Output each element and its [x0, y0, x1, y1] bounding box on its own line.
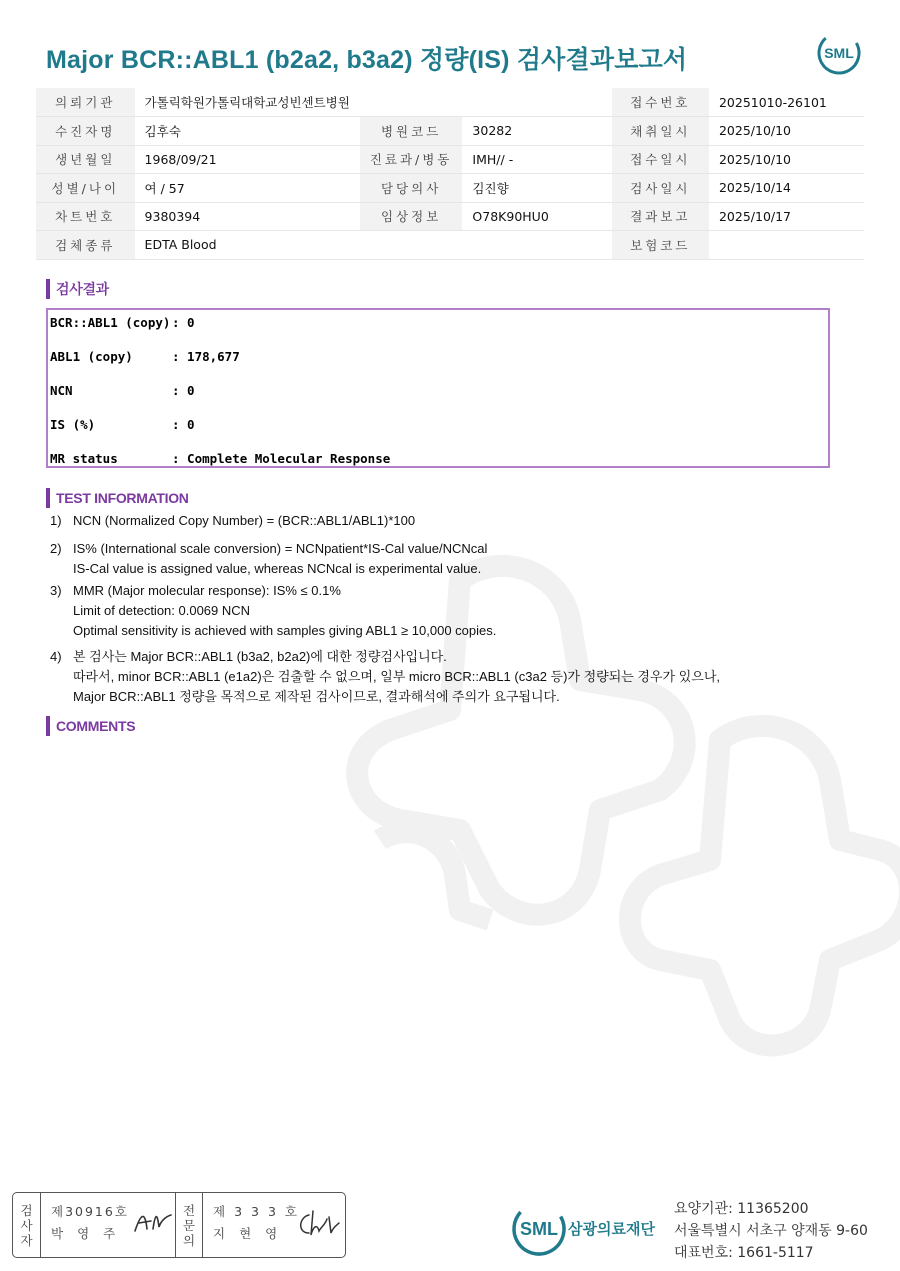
- test-info-line: Optimal sensitivity is achieved with samples giving ABL1 ≥ 10,000 copies.: [73, 623, 497, 638]
- footer-org-name: 삼광의료재단: [568, 1221, 655, 1238]
- info-label: 수진자명: [36, 117, 135, 146]
- info-label: 검체종류: [36, 231, 135, 260]
- results-heading: 검사결과: [46, 279, 109, 299]
- test-info-line: Major BCR::ABL1 정량을 목적으로 제작된 검사이므로, 결과해석에 주의가 요구됩니다.: [73, 689, 560, 704]
- test-info-line: MMR (Major molecular response): IS% ≤ 0.1%: [73, 583, 341, 598]
- sml-logo: [816, 30, 862, 76]
- examiner-name: 박영주: [51, 1226, 130, 1241]
- results-box: [46, 308, 830, 468]
- result-key: BCR::ABL1 (copy): [50, 315, 171, 330]
- info-value: 여 / 57: [135, 174, 360, 203]
- info-value: 1968/09/21: [135, 145, 360, 174]
- result-key: NCN: [50, 383, 73, 398]
- info-value: 20251010-26101: [709, 88, 864, 117]
- examiner-label-char: 검: [20, 1202, 33, 1218]
- examiner-license: 제30916호: [51, 1204, 129, 1219]
- info-row: [36, 202, 864, 231]
- test-info-text: [73, 539, 487, 579]
- footer-address: 서울특별시 서초구 양재동 9-60: [674, 1223, 868, 1239]
- info-value: 30282: [462, 117, 611, 146]
- test-info-line: 본 검사는 Major BCR::ABL1 (b3a2, b2a2)에 대한 정량검사입니다.: [73, 649, 447, 664]
- test-information-heading: TEST INFORMATION: [46, 488, 189, 508]
- result-row: [50, 382, 195, 400]
- sml-footer-logo: [510, 1200, 568, 1258]
- info-value: [709, 231, 864, 260]
- specialist-label-char: 문: [182, 1217, 196, 1233]
- info-label: 채취일시: [612, 117, 709, 146]
- info-label: 접수일시: [612, 145, 709, 174]
- sml-logo-text: SML: [824, 45, 854, 61]
- info-value: 2025/10/17: [709, 202, 864, 231]
- result-key: IS (%): [50, 417, 96, 432]
- patient-info-table: [36, 88, 864, 260]
- info-value: 김진향: [462, 174, 611, 203]
- footer-institution-code: 요양기관: 11365200: [674, 1201, 809, 1217]
- info-label: 임상정보: [360, 202, 463, 231]
- signature-box: [12, 1192, 346, 1258]
- result-row: [50, 416, 195, 434]
- test-info-line: Limit of detection: 0.0069 NCN: [73, 603, 251, 618]
- examiner-block: [51, 1201, 129, 1245]
- info-value: 9380394: [135, 202, 360, 231]
- result-value: : 0: [172, 383, 195, 398]
- examiner-label-char: 사: [20, 1217, 33, 1233]
- test-info-line: IS% (International scale conversion) = NCNpatient*IS-Cal value/NCNcal: [73, 541, 488, 556]
- test-info-text: [73, 581, 496, 641]
- info-row: [36, 88, 864, 117]
- info-value: 2025/10/14: [709, 174, 864, 203]
- info-value: 2025/10/10: [709, 145, 864, 174]
- result-row: [50, 314, 195, 332]
- info-value: [462, 88, 611, 117]
- info-row: [36, 231, 864, 260]
- report-title: Major BCR::ABL1 (b2a2, b3a2) 정량(IS) 검사결과보고서: [46, 46, 688, 74]
- info-label: [360, 231, 463, 260]
- examiner-signature: [131, 1207, 175, 1237]
- info-row: [36, 117, 864, 146]
- test-info-line: NCN (Normalized Copy Number) = (BCR::ABL1/ABL1)*100: [73, 513, 416, 528]
- comments-heading: COMMENTS: [46, 716, 135, 736]
- specialist-license: 제333호: [213, 1204, 307, 1219]
- footer-logo-text: SML: [520, 1219, 558, 1239]
- result-key: ABL1 (copy): [50, 349, 133, 364]
- specialist-label-char: 전: [182, 1202, 196, 1218]
- info-label: 성별/나이: [36, 174, 135, 203]
- info-label: 접수번호: [612, 88, 709, 117]
- info-value: 가톨릭학원가톨릭대학교성빈센트병원: [135, 88, 360, 117]
- info-value: IMH// -: [462, 145, 611, 174]
- info-value: [462, 231, 611, 260]
- test-info-line: 따라서, minor BCR::ABL1 (e1a2)은 검출할 수 없으며, 일부 micro BCR::ABL1 (c3a2 등)가 정량되는 경우가 있으나,: [73, 669, 721, 684]
- result-value: : Complete Molecular Response: [172, 451, 391, 466]
- examiner-label: [13, 1193, 41, 1257]
- test-info-number: 4): [50, 649, 62, 664]
- info-label: 결과보고: [612, 202, 709, 231]
- test-info-text: [73, 511, 415, 531]
- result-value: : 0: [172, 315, 195, 330]
- result-row: [50, 348, 240, 366]
- test-info-number: 3): [50, 583, 62, 598]
- info-value: EDTA Blood: [135, 231, 360, 260]
- footer-contact-info: [674, 1198, 868, 1264]
- result-value: : 0: [172, 417, 195, 432]
- result-row: [50, 450, 390, 468]
- specialist-block: [213, 1201, 306, 1245]
- info-value: 2025/10/10: [709, 117, 864, 146]
- info-label: 의뢰기관: [36, 88, 135, 117]
- info-label: [360, 88, 463, 117]
- footer-phone: 대표번호: 1661-5117: [674, 1245, 814, 1261]
- examiner-label-char: 자: [20, 1232, 33, 1248]
- result-value: : 178,677: [172, 349, 240, 364]
- info-label: 진료과/병동: [360, 145, 463, 174]
- info-label: 생년월일: [36, 145, 135, 174]
- test-info-number: 2): [50, 541, 62, 556]
- specialist-name: 지현영: [213, 1226, 292, 1241]
- specialist-label: [175, 1193, 203, 1257]
- info-value: 김후숙: [135, 117, 360, 146]
- test-info-line: IS-Cal value is assigned value, whereas NCNcal is experimental value.: [73, 561, 482, 576]
- info-row: [36, 145, 864, 174]
- specialist-signature: [295, 1207, 341, 1239]
- specialist-label-char: 의: [182, 1232, 196, 1248]
- result-key: MR status: [50, 451, 118, 466]
- test-info-text: [73, 647, 720, 707]
- info-label: 차트번호: [36, 202, 135, 231]
- info-value: O78K90HU0: [462, 202, 611, 231]
- test-info-number: 1): [50, 513, 62, 528]
- info-label: 병원코드: [360, 117, 463, 146]
- info-row: [36, 174, 864, 203]
- info-label: 검사일시: [612, 174, 709, 203]
- info-label: 담당의사: [360, 174, 463, 203]
- info-label: 보험코드: [612, 231, 709, 260]
